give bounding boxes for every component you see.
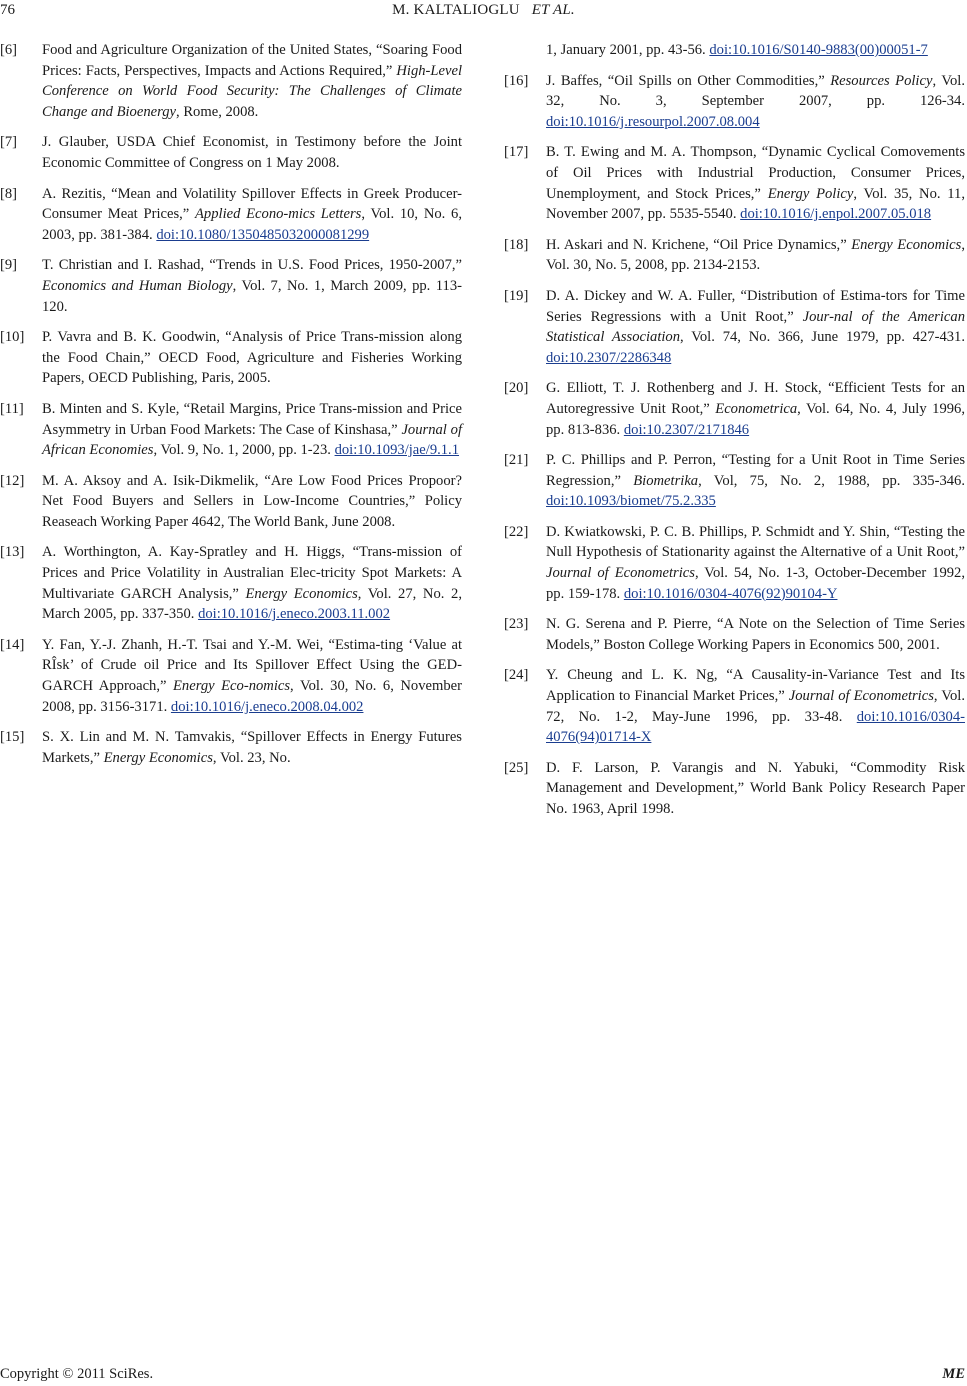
doi-link[interactable]: doi:10.1016/0304-4076(94)01714-X	[546, 708, 965, 746]
reference-number: [20]	[504, 380, 529, 397]
reference-entry	[504, 450, 965, 512]
reference-number: [16]	[504, 72, 529, 89]
reference-entry	[504, 142, 965, 224]
reference-source-title: High-Level Conference on World Food Security: The Challenges of Climate Change and Bioenergy	[42, 62, 462, 120]
doi-link[interactable]: doi:10.1080/1350485032000081299	[156, 226, 370, 243]
reference-number: [11]	[0, 400, 24, 417]
reference-entry	[0, 727, 462, 768]
reference-entry	[0, 399, 462, 461]
reference-text: Y. Fan, Y.-J. Zhanh, H.-T. Tsai and Y.-M. Wei, “Estima-ting ‘Value at RÎsk’ of Crude oil Price and Its Spillover Effect Using the GED-GARCH Approach,”	[42, 636, 462, 695]
reference-entry	[0, 327, 462, 389]
reference-number: [12]	[0, 472, 25, 489]
reference-entry	[0, 542, 462, 624]
reference-number: [22]	[504, 523, 529, 540]
reference-number: [21]	[504, 452, 529, 469]
doi-link[interactable]: doi:10.1016/S0140-9883(00)00051-7	[709, 42, 928, 58]
reference-entry	[504, 614, 965, 655]
reference-entry	[0, 255, 462, 317]
reference-source-title: Journal of African Economies	[42, 421, 462, 459]
reference-source-title: Journal of Econometrics	[546, 565, 695, 582]
reference-text: , Vol. 30, No. 6, November 2008, pp. 3156-3171.	[42, 678, 462, 715]
reference-number: [19]	[504, 287, 529, 304]
reference-text: A. Rezitis, “Mean and Volatility Spillover Effects in Greek Producer-Consumer Meat Prices,”	[42, 185, 462, 223]
reference-number: [24]	[504, 667, 529, 684]
reference-source-title: Energy Economics	[103, 749, 213, 766]
doi-link[interactable]: doi:10.2307/2286348	[546, 349, 672, 366]
reference-text: Food and Agriculture Organization of the United States, “Soaring Food Prices: Facts, Perspectives, Impacts and Actions Required,”	[42, 42, 462, 79]
page-number: 76	[0, 2, 15, 18]
reference-text: 1, January 2001, pp. 43-56.	[546, 42, 710, 58]
reference-text: , Vol. 35, No. 11, November 2007, pp. 5535-5540.	[546, 185, 965, 223]
reference-entry	[504, 286, 965, 368]
reference-text: , Vol. 64, No. 4, July 1996, pp. 813-836.	[546, 400, 965, 438]
reference-text: D. F. Larson, P. Varangis and N. Yabuki, “Commodity Risk Management and Development,” World Bank Policy Research Paper No. 1963, April 1998.	[546, 759, 965, 817]
reference-text: , Vol. 30, No. 5, 2008, pp. 2134-2153.	[546, 236, 965, 274]
running-head-etal: ET AL.	[531, 2, 575, 18]
reference-text: , Vol. 32, No. 3, September 2007, pp. 126-34.	[546, 72, 965, 110]
reference-text: , Vol. 54, No. 1-3, October-December 1992, pp. 159-178.	[546, 565, 965, 602]
reference-number: [7]	[0, 134, 18, 151]
reference-entry	[504, 378, 965, 440]
reference-source-title: Jour-nal of the American Statistical Association	[546, 308, 965, 346]
reference-text: B. Minten and S. Kyle, “Retail Margins, Price Trans-mission and Price Asymmetry in Urban Food Markets: The Case of Kinshasa,”	[42, 400, 462, 438]
doi-link[interactable]: doi:10.2307/2171846	[623, 421, 750, 438]
reference-text: H. Askari and N. Krichene, “Oil Price Dynamics,”	[546, 236, 852, 253]
reference-source-title: Resources Policy	[830, 72, 933, 89]
reference-number: [15]	[0, 729, 25, 746]
reference-text: , Vol. 74, No. 366, June 1979, pp. 427-431.	[680, 329, 965, 346]
doi-link[interactable]: doi:10.1093/biomet/75.2.335	[546, 493, 716, 510]
reference-source-title: Econometrica	[715, 400, 798, 417]
reference-text: Y. Cheung and L. K. Ng, “A Causality-in-Variance Test and Its Application to Financial Market Prices,”	[546, 667, 965, 705]
reference-entry	[504, 522, 965, 604]
reference-text: D. A. Dickey and W. A. Fuller, “Distribution of Estima-tors for Time Series Regressions with a Unit Root,”	[546, 287, 965, 325]
reference-text: J. Baffes, “Oil Spills on Other Commodities,”	[546, 72, 831, 89]
reference-text: A. Worthington, A. Kay-Spratley and H. Higgs, “Trans-mission of Prices and Price Volatility in Australian Elec-tricity Spot Markets: A Multivariate GARCH Analysis,”	[42, 544, 462, 602]
reference-source-title: Energy Policy	[767, 185, 854, 202]
reference-entry	[504, 71, 965, 133]
journal-abbrev: ME	[942, 1366, 965, 1382]
reference-number: [25]	[504, 759, 529, 776]
reference-source-title: Energy Eco-nomics	[173, 678, 291, 695]
reference-text: B. T. Ewing and M. A. Thompson, “Dynamic Cyclical Comovements of Oil Prices with Industrial Production, Consumer Prices, Unemployment, and Stock Prices,”	[546, 144, 965, 202]
reference-number: [8]	[0, 185, 18, 202]
reference-text: D. Kwiatkowski, P. C. B. Phillips, P. Schmidt and Y. Shin, “Testing the Null Hypothesis of Stationarity against the Alternative of a Unit Root,”	[546, 523, 965, 561]
doi-link[interactable]: doi:10.1093/jae/9.1.1	[334, 442, 460, 459]
reference-number: [17]	[504, 144, 529, 161]
references-left-column	[0, 40, 462, 778]
reference-number: [23]	[504, 616, 529, 633]
reference-source-title: Journal of Econometrics	[788, 688, 934, 705]
reference-text: T. Christian and I. Rashad, “Trends in U.S. Food Prices, 1950-2007,”	[42, 257, 462, 274]
reference-number: [6]	[0, 42, 18, 58]
reference-number: [13]	[0, 544, 25, 561]
reference-entry	[504, 758, 965, 820]
reference-text: P. C. Phillips and P. Perron, “Testing for a Unit Root in Time Series Regression,”	[546, 452, 965, 489]
reference-entry	[0, 132, 462, 173]
reference-entry	[0, 635, 462, 717]
reference-number: [18]	[504, 236, 529, 253]
reference-text: N. G. Serena and P. Pierre, “A Note on the Selection of Time Series Models,” Boston College Working Papers in Economics 500, 2001.	[546, 616, 965, 653]
reference-number: [10]	[0, 329, 25, 346]
reference-number: [14]	[0, 636, 25, 653]
reference-text: , Vol. 9, No. 1, 2000, pp. 1-23.	[153, 442, 335, 459]
references-right-column	[504, 40, 965, 830]
reference-text: , Vol. 10, No. 6, 2003, pp. 381-384.	[42, 206, 462, 243]
reference-text: , Vol. 7, No. 1, March 2009, pp. 113-120.	[42, 277, 462, 315]
doi-link[interactable]: doi:10.1016/j.enpol.2007.05.018	[740, 206, 932, 223]
reference-text: , Vol. 27, No. 2, March 2005, pp. 337-350.	[42, 585, 462, 623]
reference-entry	[0, 184, 462, 246]
running-head	[0, 2, 967, 19]
reference-text: , Vol. 23, No.	[212, 749, 291, 766]
reference-entry	[504, 235, 965, 276]
reference-source-title: Applied Econo-mics Letters	[195, 206, 362, 223]
reference-text: , Vol, 75, No. 2, 1988, pp. 335-346.	[698, 472, 965, 489]
reference-entry	[504, 40, 965, 61]
doi-link[interactable]: doi:10.1016/0304-4076(92)90104-Y	[623, 585, 838, 602]
reference-entry	[0, 471, 462, 533]
reference-text: P. Vavra and B. K. Goodwin, “Analysis of Price Trans-mission along the Food Chain,” OECD Food, Agriculture and Fisheries Working Papers, OECD Publishing, Paris, 2005.	[42, 329, 462, 387]
reference-text: , Vol. 72, No. 1-2, May-June 1996, pp. 33-48.	[546, 688, 965, 725]
reference-text: M. A. Aksoy and A. Isik-Dikmelik, “Are Low Food Prices Propoor? Net Food Buyers and Sellers in Low-Income Countries,” Policy Reaseach Working Paper 4642, The World Bank, June 2008.	[42, 472, 462, 530]
reference-source-title: Biometrika	[633, 472, 699, 489]
reference-text: S. X. Lin and M. N. Tamvakis, “Spillover Effects in Energy Futures Markets,”	[42, 729, 462, 766]
reference-text: G. Elliott, T. J. Rothenberg and J. H. Stock, “Efficient Tests for an Autoregressive Unit Root,”	[546, 380, 965, 417]
reference-source-title: Economics and Human Biology	[42, 277, 233, 294]
reference-text: , Rome, 2008.	[176, 103, 259, 120]
doi-link[interactable]: doi:10.1016/j.resourpol.2007.08.004	[546, 113, 760, 130]
doi-link[interactable]: doi:10.1016/j.eneco.2008.04.002	[170, 698, 364, 715]
running-head-authors: M. KALTALIOGLU	[392, 2, 520, 18]
reference-number: [9]	[0, 257, 18, 274]
copyright-notice: Copyright © 2011 SciRes.	[0, 1366, 154, 1382]
reference-entry	[0, 40, 462, 122]
reference-source-title: Energy Economics	[851, 236, 962, 253]
doi-link[interactable]: doi:10.1016/j.eneco.2003.11.002	[198, 606, 391, 623]
reference-source-title: Energy Economics	[245, 585, 358, 602]
reference-text: J. Glauber, USDA Chief Economist, in Testimony before the Joint Economic Committee of Congress on 1 May 2008.	[42, 134, 462, 171]
reference-entry	[504, 665, 965, 747]
